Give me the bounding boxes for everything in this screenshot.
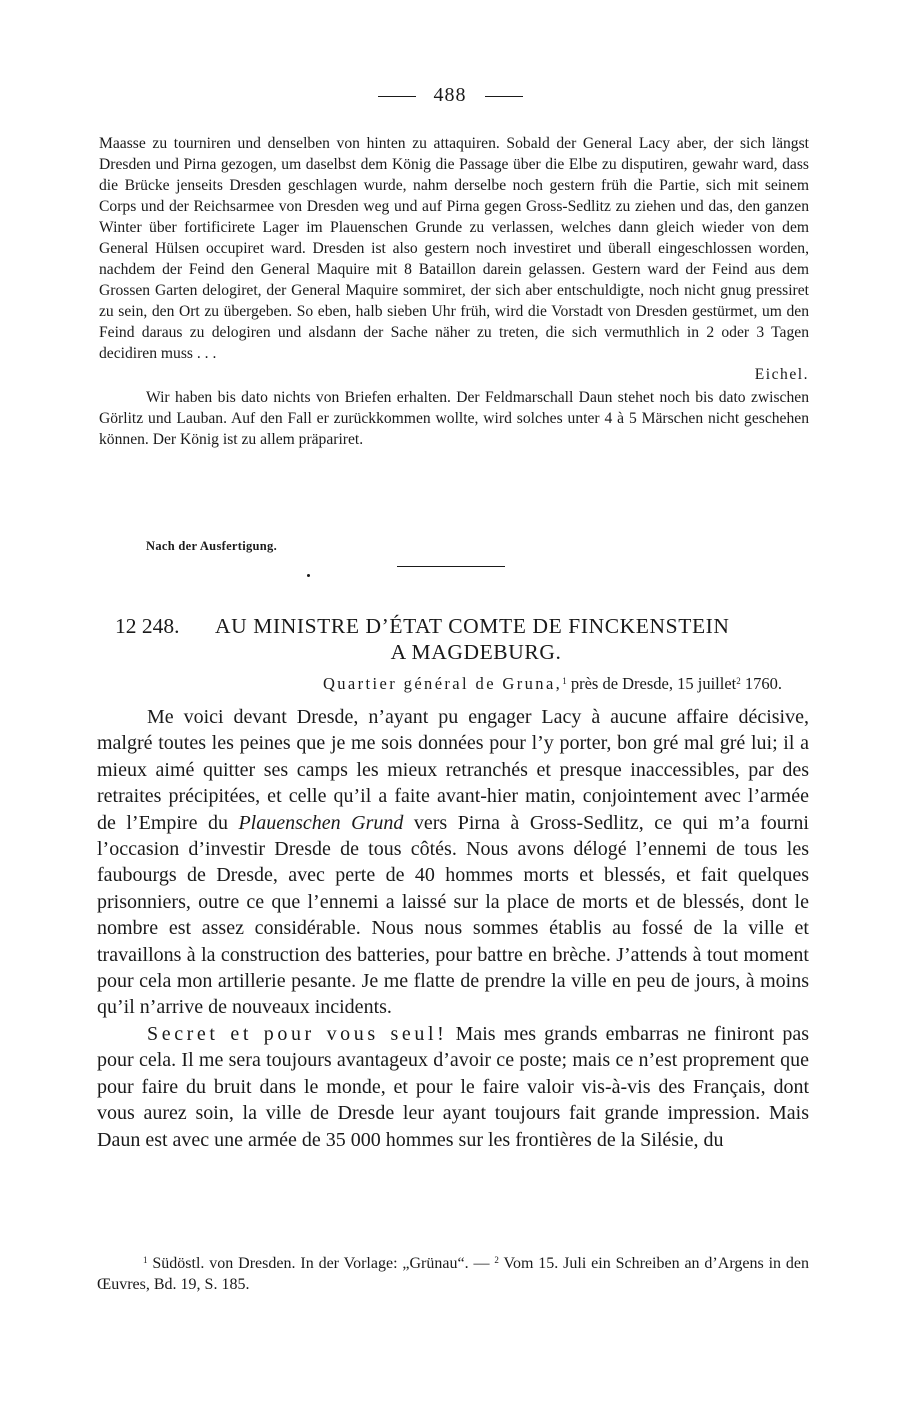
header-dash-left bbox=[378, 96, 416, 97]
footnotes bbox=[97, 1250, 809, 1295]
footnote-text-1: Südöstl. von Dresden. In der Vorlage: „Grünau“. — bbox=[147, 1255, 495, 1272]
letter1-body bbox=[99, 133, 809, 450]
letter2-paragraph-2 bbox=[97, 1021, 809, 1153]
footnote-ref-1: 1 bbox=[562, 676, 567, 686]
letter-number: 12 248. bbox=[115, 614, 180, 638]
letter1-paragraph-main: Maasse zu tourniren und denselben von hinten zu attaquiren. Sobald der General Lacy aber, der sich längst Dresden und Pirna gezogen, um daselbst dem König die Passage über die Elbe zu disputiren, gewahr ward, dass die Brücke jenseits Dresden geschlagen wurde, nahm derselbe noch gestern früh die Partie, sich mit seinem Corps und der Reichsarmee von Dresden weg und auf Pirna gegen Gross-Sedlitz zu ziehen und das, den ganzen Winter über fortificirete Lager im Plauenschen Grunde zu verlassen, welches dann gleich wieder von dem General Hülsen occupiret ward. Dresden ist also gestern noch investiret und überall eingeschlossen worden, nachdem der Feind den General Maquire mit 8 Bataillon darein gelassen. Gestern ward der Feind aus dem Grossen Garten delogiret, der General Maquire sommiret, der sich aber entschuldigte, noch nicht gnug pressiret zu sein, den Ort zu übergeben. So eben, halb sieben Uhr früh, wird die Vorstadt von Dresden gestürmet, um den Feind daraus zu delogiren und alsdann der Sache näher zu treten, die sich vermuthlich in 2 oder 3 Tagen decidiren muss . . . bbox=[99, 135, 809, 362]
dateline bbox=[323, 674, 782, 694]
letter1-paragraph-second: Wir haben bis dato nichts von Briefen erhalten. Der Feldmarschall Daun stehet noch bis dato zwischen Görlitz und Lauban. Auf den Fall er zurückkommen wollte, wird solches unter 4 à 5 Märschen nicht geschehen können. Der König ist zu allem präpariret. bbox=[99, 389, 809, 448]
footnote-text-2: Vom 15. Juli ein Schreiben an d’Argens in den Œuvres, Bd. 19, S. 185. bbox=[97, 1255, 810, 1293]
dateline-place: Quartier général de Gruna, bbox=[322, 674, 563, 693]
letter-title-line2: A MAGDEBURG. bbox=[390, 640, 562, 664]
footnote-block bbox=[97, 1250, 809, 1295]
footnote-mark-1: 1 bbox=[143, 1255, 148, 1265]
page-number: 488 bbox=[433, 84, 467, 106]
letter-title-line1: AU MINISTRE D’ÉTAT COMTE DE FINCKENSTEIN bbox=[215, 614, 730, 638]
printing-speck bbox=[307, 574, 310, 577]
p2-spaced-text: Secret et pour vous seul! bbox=[147, 1022, 448, 1045]
p2-text: Mais mes grands embarras ne finiront pas pour cela. Il me sera toujours avantageux d’avoir ce poste; mais ce n’est proprement que pour faire du bruit dans le monde, et pour le faire valoir vis-à-vis des Français, dont vous aurez soin, la ville de Dresde leur ayant toujours fait grande impression. Mais Daun est avec une armée de 35 000 hommes sur les frontières de la Silésie, du bbox=[97, 1022, 809, 1151]
source-note: Nach der Ausfertigung. bbox=[146, 539, 278, 553]
footnote-mark-2: 2 bbox=[494, 1255, 499, 1265]
letter2-paragraph-1 bbox=[97, 704, 809, 1021]
header-dash-right bbox=[485, 96, 523, 97]
p1-italic-place: Plauenschen Grund bbox=[238, 811, 404, 834]
dateline-year: 1760. bbox=[740, 674, 782, 693]
page-header bbox=[0, 84, 900, 107]
p1-text-a: Me voici devant Dresde, n’ayant pu engager Lacy à aucune affaire décisive, malgré toutes les peines que je me sois données pour l’y porter, bon gré mal gré lui; il a mieux aimé quitter ses camps les mieux retranchés et presque inaccessibles, par des retraites précipitées, et celle qu’il a faite avant-hier matin, conjointement avec l’armée de l’Empire du bbox=[97, 706, 809, 834]
section-divider bbox=[397, 566, 505, 567]
dateline-date: près de Dresde, 15 juillet bbox=[566, 674, 737, 693]
p1-text-b: vers Pirna à Gross-Sedlitz, ce qui m’a fourni l’occasion d’investir Dresde de tous côtés. Nous avons délogé l’ennemi de tous les faubourgs de Dresde, avec perte de 40 hommes morts et blessés, et fait quelques prisonniers, outre ce que l’ennemi a laissé sur la place de morts et de blessés, dont le nombre est assez considérable. Nous nous sommes établis au fossé de la ville et travaillons à la construction des batteries, pour battre en brèche. J’attends à tout moment pour cela mon artillerie pesante. Je me flatte de prendre la ville en peu de jours, à moins qu’il n’arrive de nouveaux incidents. bbox=[97, 811, 809, 1019]
footnote-ref-2: 2 bbox=[736, 676, 741, 686]
letter2-body bbox=[97, 704, 809, 1153]
letter1-signature: Eichel. bbox=[754, 366, 809, 383]
